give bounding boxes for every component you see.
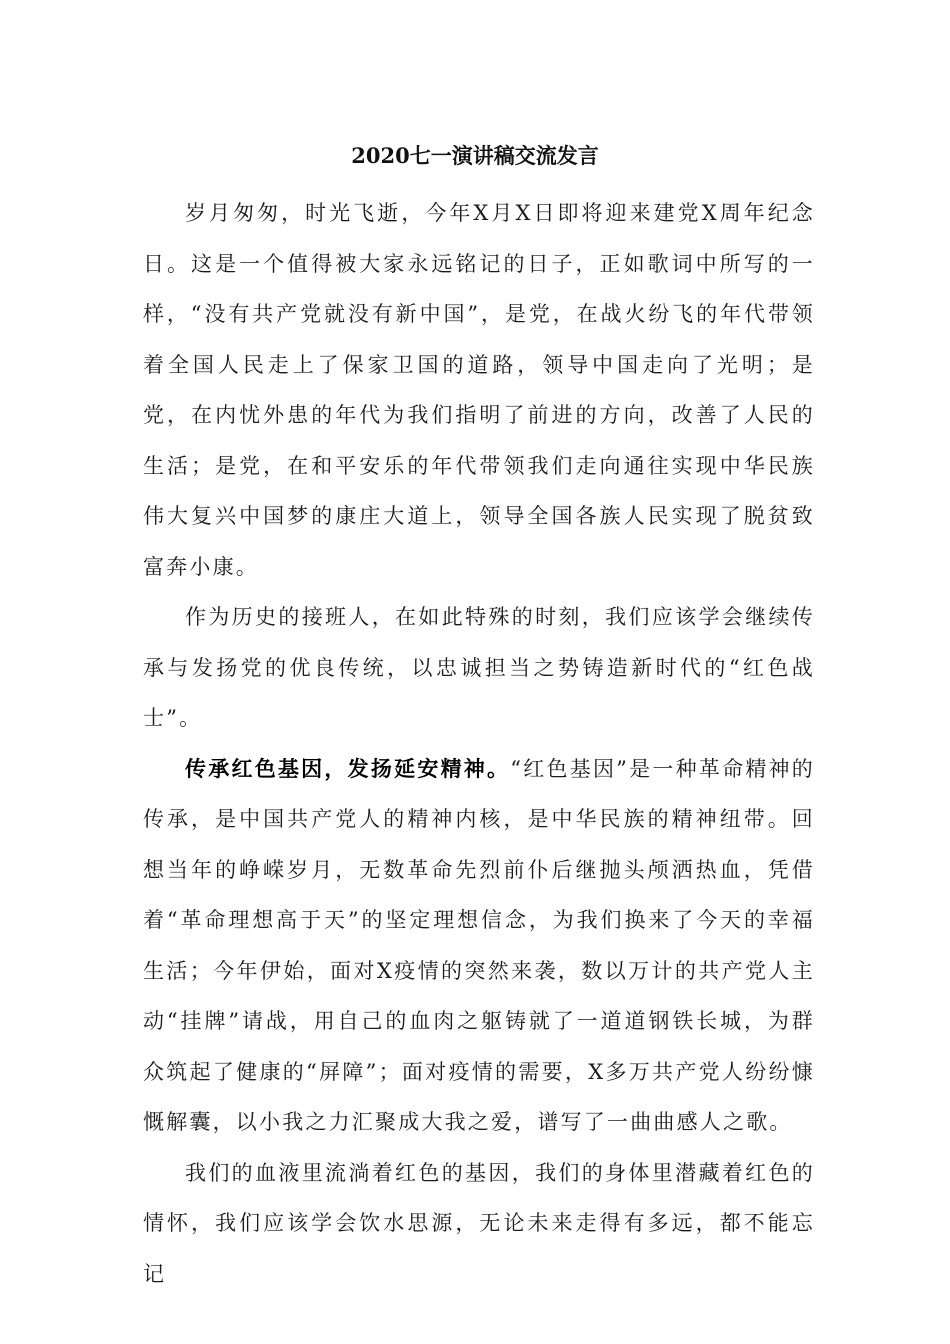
paragraph-2 bbox=[143, 592, 815, 744]
paragraph-3 bbox=[143, 744, 815, 1148]
paragraph-3-text: “红色基因”是一种革命精神的传承，是中国共产党人的精神内核，是中华民族的精神纽带。回想当年的峥嵘岁月，无数革命先烈前仆后继抛头颅洒热血，凭借着“革命理想高于天”的坚定理想信念，为我们换来了今天的幸福生活；今年伊始，面对X疫情的突然来袭，数以万计的共产党人主动“挂牌”请战，用自己的血肉之躯铸就了一道道钢铁长城，为群众筑起了健康的“屏障”；面对疫情的需要，X多万共产党人纷纷慷慨解囊，以小我之力汇聚成大我之爱，谱写了一曲曲感人之歌。 bbox=[143, 756, 815, 1134]
paragraph-4 bbox=[143, 1148, 815, 1300]
paragraph-1-text: 岁月匆匆，时光飞逝，今年X月X日即将迎来建党X周年纪念日。这是一个值得被大家永远铭记的日子，正如歌词中所写的一样，“没有共产党就没有新中国”，是党，在战火纷飞的年代带领着全国人民走上了保家卫国的道路，领导中国走向了光明；是党，在内忧外患的年代为我们指明了前进的方向，改善了人民的生活；是党，在和平安乐的年代带领我们走向通往实现中华民族伟大复兴中国梦的康庄大道上，领导全国各族人民实现了脱贫致富奔小康。 bbox=[143, 201, 815, 579]
paragraph-1 bbox=[143, 188, 815, 592]
paragraph-2-text: 作为历史的接班人，在如此特殊的时刻，我们应该学会继续传承与发扬党的优良传统，以忠诚担当之势铸造新时代的“红色战士”。 bbox=[143, 605, 815, 730]
document-title: 2020七一演讲稿交流发言 bbox=[351, 143, 599, 168]
paragraph-4-text: 我们的血液里流淌着红色的基因，我们的身体里潜藏着红色的情怀，我们应该学会饮水思源，无论未来走得有多远，都不能忘记 bbox=[143, 1160, 815, 1286]
document-body bbox=[143, 188, 815, 1299]
paragraph-3-lead: 传承红色基因，发扬延安精神。 bbox=[185, 755, 511, 781]
